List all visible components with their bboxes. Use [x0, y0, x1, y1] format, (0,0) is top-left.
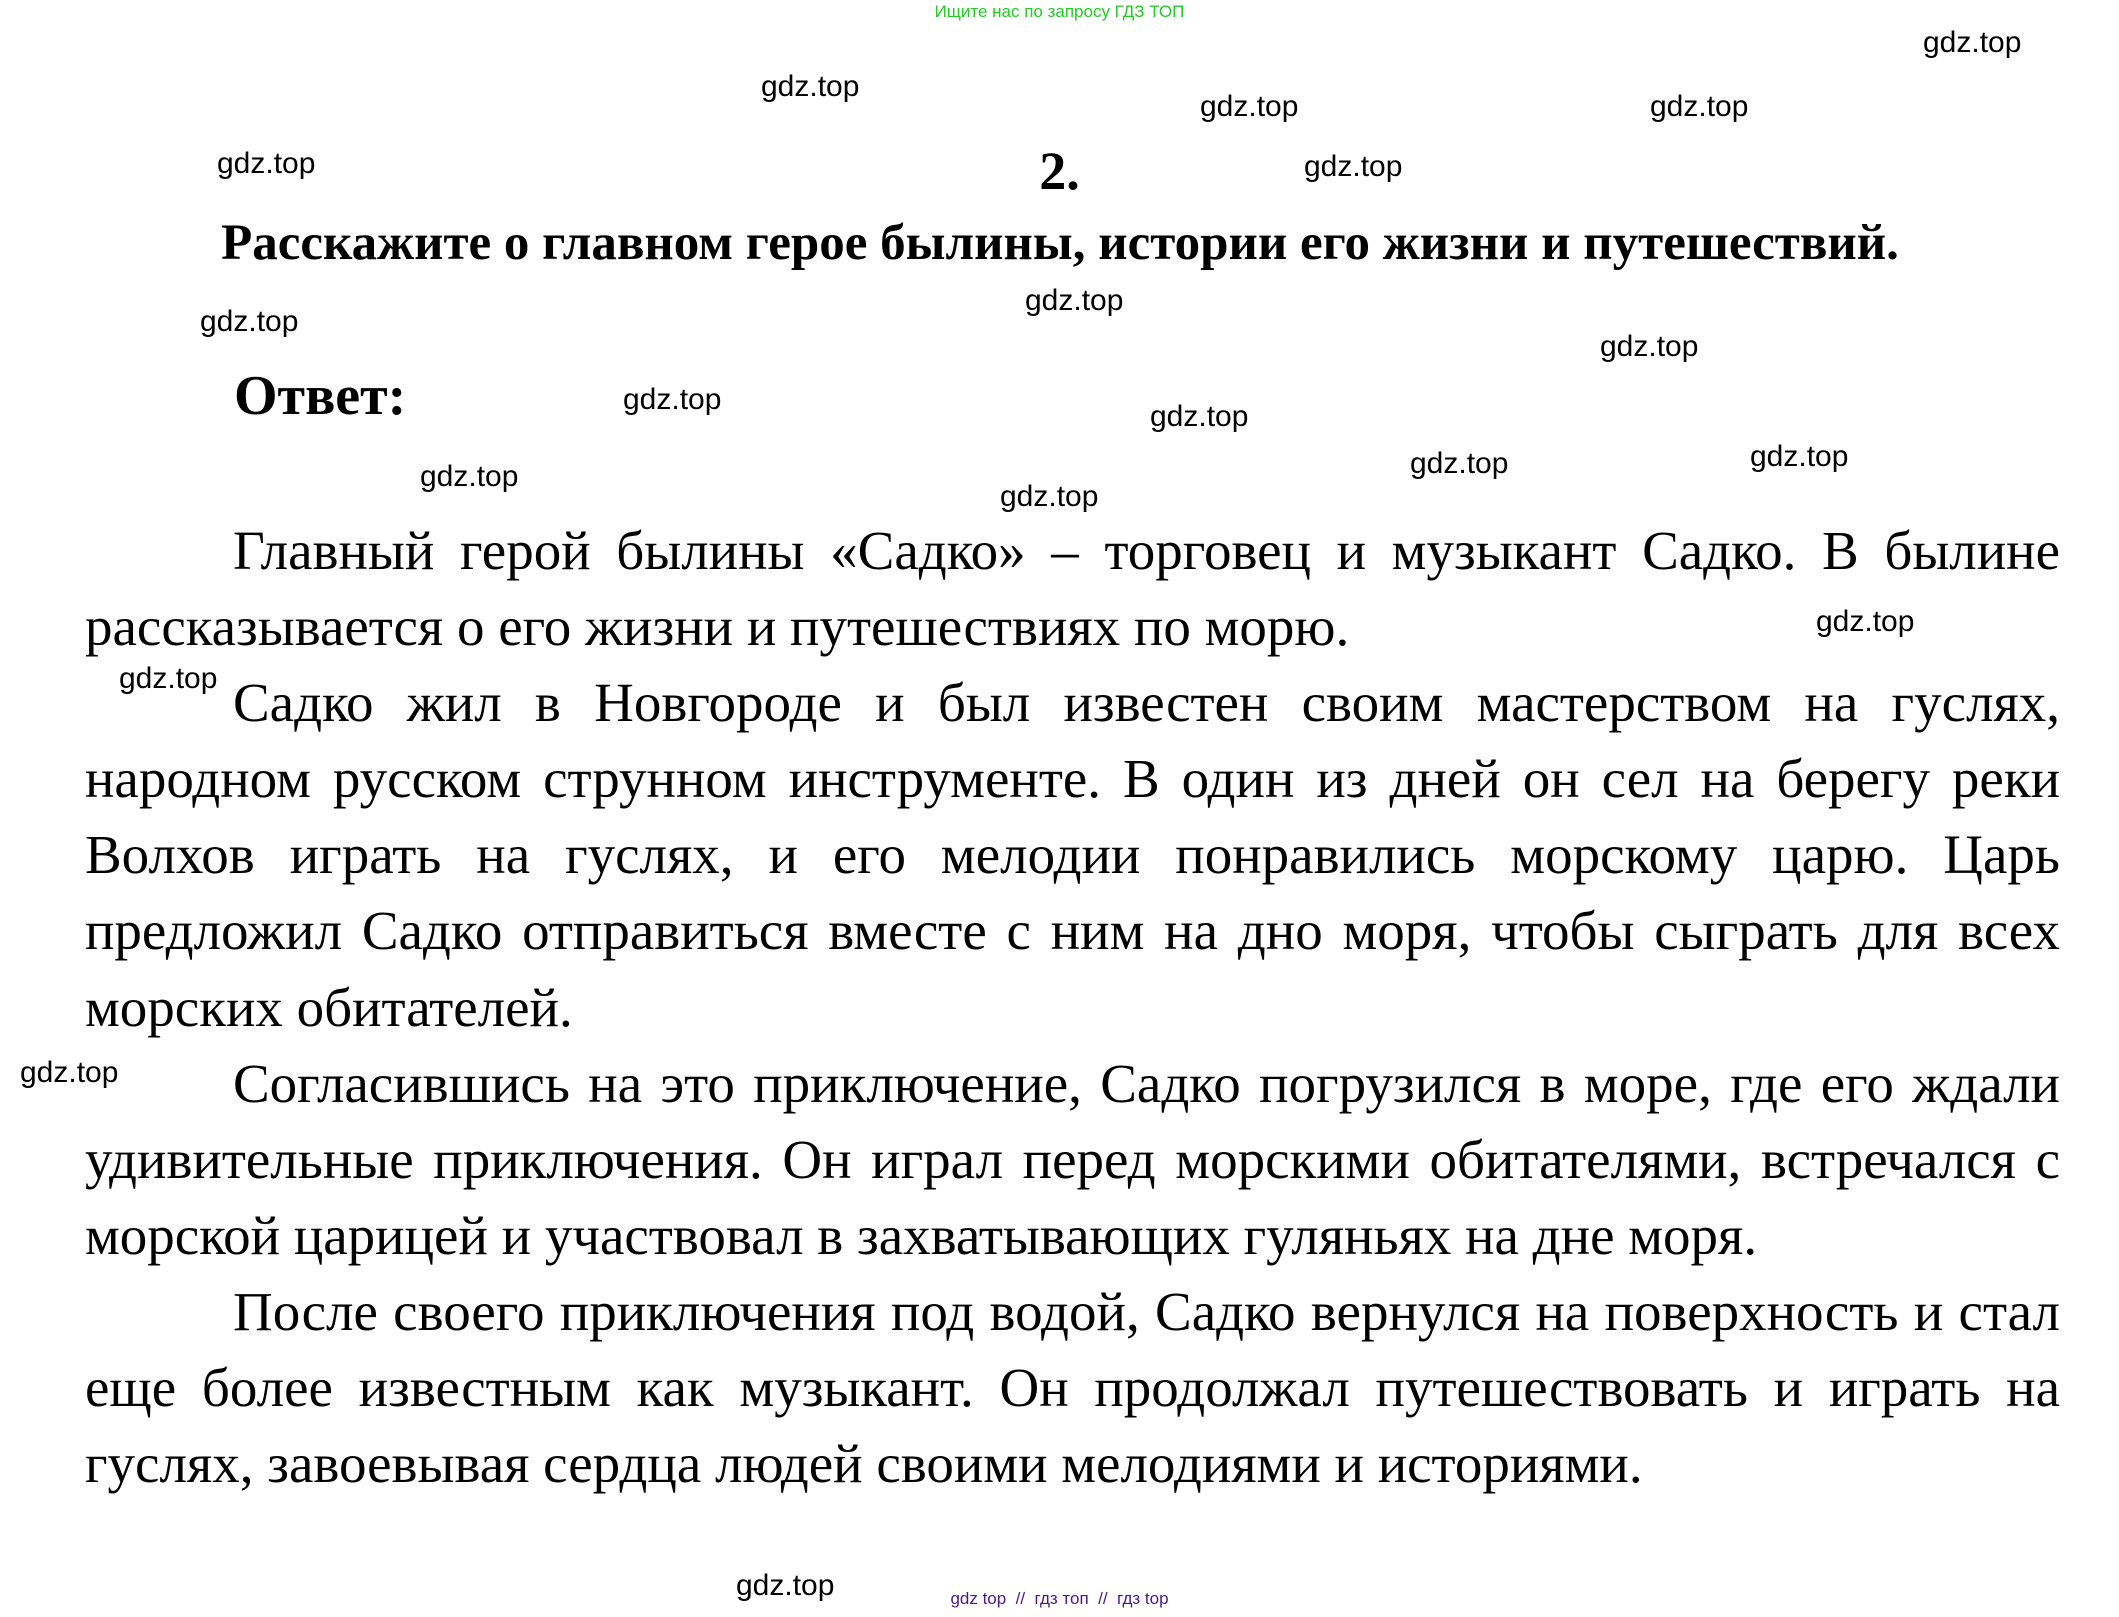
task-number: 2. — [1039, 141, 1080, 201]
paragraph: Согласившись на это приключение, Садко погрузился в море, где его ждали удивительные приключения. Он играл перед морскими обитателями, встречался с морской царицей и участвовал в захватывающих гуляньях на дне моря. — [85, 1052, 2060, 1266]
watermark: gdz.top — [1750, 440, 1849, 473]
answer-label: Ответ: — [234, 365, 407, 427]
paragraph: После своего приключения под водой, Садко вернулся на поверхность и стал еще более известным как музыкант. Он продолжал путешествовать и играть на гуслях, завоевывая сердца людей своими мелодиями и историями. — [85, 1280, 2060, 1495]
watermark: gdz.top — [20, 1056, 119, 1089]
watermark: gdz.top — [736, 1569, 835, 1602]
watermark: gdz.top — [217, 147, 316, 180]
watermark: gdz.top — [1816, 605, 1915, 638]
paragraph: Садко жил в Новгороде и был известен своим мастерством на гуслях, народном русском струнном инструменте. В один из дней он сел на берегу реки Волхов играть на гуслях, и его мелодии понравились морскому царю. Царь предложил Садко отправиться вместе с ним на дно моря, чтобы сыграть для всех морских обитателей. — [85, 672, 2060, 1038]
paragraph: Главный герой былины «Садко» – торговец и музыкант Садко. В былине рассказывается о его жизни и путешествиях по морю. — [85, 520, 2060, 658]
watermark: gdz.top — [1600, 330, 1699, 363]
watermark: gdz.top — [1000, 480, 1099, 513]
search-banner: Ищите нас по запросу ГДЗ ТОП — [934, 2, 1185, 21]
question-heading: Расскажите о главном герое былины, истории его жизни и путешествий. — [221, 215, 1899, 271]
watermark: gdz.top — [623, 383, 722, 416]
watermark: gdz.top — [119, 662, 218, 695]
watermark: gdz.top — [1200, 90, 1299, 123]
watermark: gdz.top — [761, 70, 860, 103]
answer-body — [85, 513, 2060, 1502]
footer-links: gdz top // гдз топ // гдз top — [950, 1589, 1169, 1608]
watermark: gdz.top — [1650, 90, 1749, 123]
watermark: gdz.top — [420, 460, 519, 493]
watermark: gdz.top — [1150, 400, 1249, 433]
watermark: gdz.top — [200, 305, 299, 338]
watermark: gdz.top — [1410, 447, 1509, 480]
watermark: gdz.top — [1923, 26, 2022, 59]
watermark: gdz.top — [1304, 150, 1403, 183]
watermark: gdz.top — [1025, 284, 1124, 317]
